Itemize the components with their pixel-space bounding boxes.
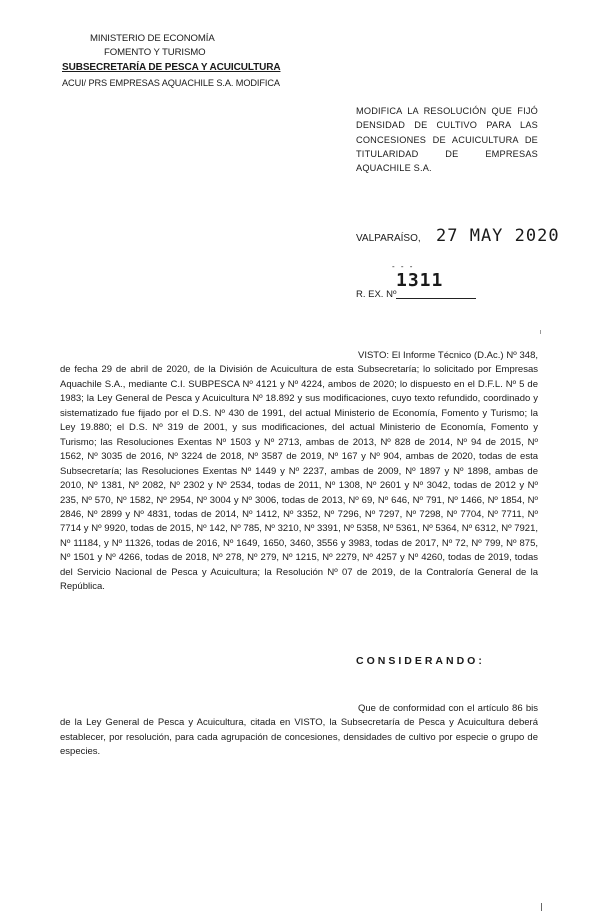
scan-edge-mark: [541, 903, 542, 911]
resolution-subject: MODIFICA LA RESOLUCIÓN QUE FIJÓ DENSIDAD DE CULTIVO PARA LAS CONCESIONES DE ACUICULTURA DE TITULARIDAD DE EMPRESAS AQUACHILE S.A.: [356, 106, 538, 174]
resolution-number-underline: [396, 298, 476, 299]
considerando-paragraph-1: Que de conformidad con el artículo 86 bis de la Ley General de Pesca y Acuicultura, citada en VISTO, la Subsecretaría de Pesca y Acuicultura deberá establecer, por resolución, para cada agrupación de concesiones, densidades de cultivo por especie o grupo de especies.: [60, 703, 538, 758]
resolution-number: 1311: [396, 270, 444, 291]
stamp-dots: - - -: [392, 262, 415, 271]
scan-mark: [540, 330, 541, 334]
visto-paragraph: VISTO: El Informe Técnico (D.Ac.) Nº 348, de fecha 29 de abril de 2020, de la División de Acuicultura de esta Subsecretaría; lo solicitado por Empresas Aquachile S.A., mediante C.I. SUBPESCA Nº 4121 y Nº 4224, ambos de 2020; lo dispuesto en el D.F.L. Nº 5 de 1983; la Ley General de Pesca y Acuicultura Nº 18.892 y sus modificaciones, cuyo texto refundido, coordinado y sistematizado fue fijado por el D.S. Nº 430 de 1991, del actual Ministerio de Economía, Fomento y Turismo; la Ley 19.880; el D.S. Nº 319 de 2001, y sus modificaciones, del actual Ministerio de Economía, Fomento y Turismo; las Resoluciones Exentas Nº 1503 y Nº 2713, ambas de 2013, Nº 828 de 2014, Nº 94 de 2015, Nº 1562, Nº 3035 de 2016, Nº 3224 de 2018, Nº 3587 de 2019, Nº 167 y Nº 904, ambas de 2020, todas de esta Subsecretaría; las Resoluciones Exentas Nº 1449 y Nº 2237, ambas de 2009, Nº 1897 y Nº 1898, ambas de 2010, Nº 1381, Nº 2082, Nº 2302 y Nº 2534, todas de 2011, Nº 1308, Nº 2601 y Nº 3042, todas de 2012 y Nº 235, Nº 570, Nº 1582, Nº 2954, Nº 3004 y Nº 3006, todas de 2013, Nº 69, Nº 646, Nº 791, Nº 1466, Nº 1854, Nº 2846, Nº 2899 y Nº 4831, todas de 2014, Nº 1412, Nº 3352, Nº 7296, Nº 7297, Nº 7298, Nº 7704, Nº 7711, Nº 7714 y Nº 9920, todas de 2015, Nº 142, Nº 785, Nº 3210, Nº 3391, Nº 5358, Nº 5361, Nº 5364, Nº 6312, Nº 7921, Nº 11184, y Nº 11326, todas de 2016, Nº 1649, 1650, 3460, 3556 y 3983, todas de 2017, Nº 72, Nº 799, Nº 875, Nº 1501 y Nº 4266, todas de 2018, Nº 278, Nº 279, Nº 1215, Nº 2279, Nº 4257 y Nº 4260, todas de 2019, todas del Servicio Nacional de Pesca y Acuicultura; la Resolución Nº 07 de 2019, de la Contraloría General de la República.: [60, 350, 538, 593]
ministry-name: MINISTERIO DE ECONOMÍA: [90, 33, 215, 44]
resolution-label: R. EX. Nº: [356, 289, 397, 300]
ministry-subtitle: FOMENTO Y TURISMO: [104, 47, 206, 58]
place-label: VALPARAÍSO,: [356, 233, 421, 244]
considerando-heading: CONSIDERANDO:: [356, 655, 485, 667]
undersecretariat-name: SUBSECRETARÍA DE PESCA Y ACUICULTURA: [62, 62, 281, 73]
date-stamp: 27 MAY 2020: [436, 226, 560, 246]
file-reference: ACUI/ PRS EMPRESAS AQUACHILE S.A. MODIFICA: [62, 78, 280, 88]
